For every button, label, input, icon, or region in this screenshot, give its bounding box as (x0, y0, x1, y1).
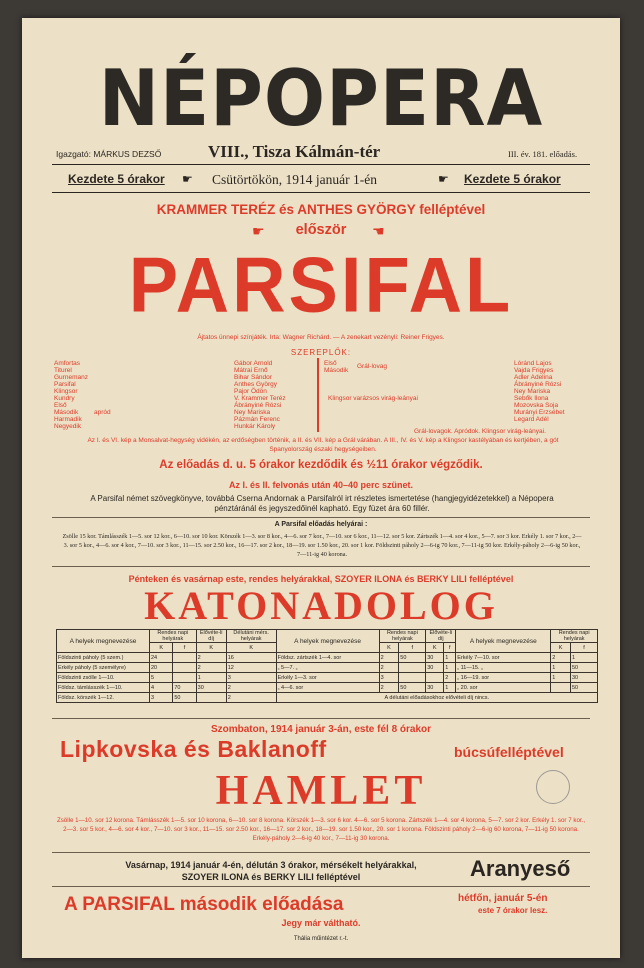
table-cell: 30 (426, 683, 444, 693)
arany-title: Aranyeső (470, 856, 571, 881)
second-title: A PARSIFAL második előadása (64, 894, 344, 915)
table-cell: 2 (444, 673, 456, 683)
parsifal-title: PARSIFAL (128, 240, 514, 329)
start-time-right: Kezdete 5 órakor (464, 172, 561, 186)
table-header-rendes: Rendes napi helyárak (150, 630, 197, 643)
table-row (57, 693, 598, 703)
issue-line: III. év. 181. előadás. (508, 149, 578, 159)
table-cell: Földszinti zsölle 1—10. (57, 673, 150, 683)
table-cell: 2 (226, 683, 276, 693)
cast-klingsor-label: Klingsor varázsos virág-leányai (328, 395, 418, 402)
table-header-eloveteli: Elővéte-li díj (196, 630, 226, 643)
cast-roles-left: Amfortas Titurel Gurnemanz Parsifal Klingsor Kundry Első Második Harmadik Negyedik (54, 360, 88, 430)
f-label: f (399, 643, 426, 653)
date-line: Csütörtökön, 1914 január 1-én (212, 172, 377, 187)
table-cell: 1 (196, 673, 226, 683)
k-label: K (426, 643, 444, 653)
table-cell (399, 673, 426, 683)
start-time-left: Kezdete 5 órakor (68, 172, 165, 186)
address-line: VIII., Tisza Kálmán-tér (208, 142, 381, 161)
k-label: K (150, 643, 173, 653)
table-cell (399, 663, 426, 673)
hand-icon-red-right: ☛ (372, 223, 385, 239)
table-row (57, 683, 598, 693)
table-cell: 20 (150, 663, 173, 673)
poster (22, 18, 620, 958)
header-rule (52, 164, 590, 165)
f-label: f (570, 643, 597, 653)
table-cell: 2 (226, 693, 276, 703)
table-header-place-2: A helyek megnevezése (276, 630, 379, 653)
table-cell: 50 (399, 683, 426, 693)
table-cell: Erkély 1—3. sor (276, 673, 379, 683)
hand-icon-left: ☛ (182, 172, 193, 186)
cast-divider (317, 358, 319, 432)
second-rule (52, 886, 590, 887)
cast-footer: Grál-lovagok. Apródok. Klingsor virág-leányai. (414, 428, 546, 435)
first-label: először (295, 222, 347, 238)
table-cell: 1 (551, 663, 571, 673)
table-cell: 30 (570, 673, 597, 683)
library-stamp (536, 770, 570, 804)
prices-rule (52, 517, 590, 518)
table-cell: 4 (150, 683, 173, 693)
cast-roles-right: Első Második (324, 360, 349, 374)
second-when-1: hétfőn, január 5-én (458, 893, 548, 904)
table-cell: 30 (196, 683, 226, 693)
table-cell: „ 5—7. „ (276, 663, 379, 673)
table-cell: 50 (570, 683, 597, 693)
table-cell: 1 (570, 653, 597, 663)
timing-line: Az előadás d. u. 5 órakor kezdődik és ½11 órakor végződik. (159, 459, 483, 471)
table-header-delutani: Délutáni mérs. helyárak (226, 630, 276, 643)
table-cell: 2 (379, 653, 399, 663)
libretto-text: A Parsifal német szövegkönyve, továbbá Cserna Andornak a Parsifalról irt részletes ismertetése (hangjegyidézetekkel) a Népopera pénztáránál és jegyszedőinél kapható. Egy füzet ára 60 fillér. (90, 494, 554, 513)
table-cell: 30 (426, 653, 444, 663)
table-cell: Erkély páholy (5 személyre) (57, 663, 150, 673)
table-cell: 50 (399, 653, 426, 663)
hand-icon-right: ☛ (438, 172, 449, 186)
table-cell: Földszinti páholy (5 szem.) (57, 653, 150, 663)
table-header-rendes-2: Rendes napi helyárak (379, 630, 426, 643)
table-header-place: A helyek megnevezése (57, 630, 150, 653)
table-cell: 5 (150, 673, 173, 683)
cast-apród-label: apród (94, 409, 111, 416)
hamlet-names: Lipkovska és Baklanoff (60, 736, 327, 762)
katona-feat: Pénteken és vasárnap este, rendes helyárakkal, SZOYER ILONA és BERKY LILI felléptével (128, 574, 514, 584)
break-line: Az I. és II. felvonás után 40–40 perc szünet. (228, 480, 414, 490)
scenes-text: Az I. és VI. kép a Monsalvat-hegység vidékén, az erdőségben történik, a II. és VII. kép a Grál várában. A III., IV. és V. kép a Klingsor kastélyában és kertjében, a gót Spanyolország északi hegységeiben. (87, 437, 559, 453)
table-cell: 3 (226, 673, 276, 683)
table-row (57, 673, 598, 683)
table-cell: 2 (551, 653, 571, 663)
table-header-eloveteli-2: Elővéte-li díj (426, 630, 456, 643)
theatre-title: NÉPOPERA (98, 52, 544, 144)
table-cell: „ 4—6. sor (276, 683, 379, 693)
hamlet-prices: Zsölle 1—10. sor 12 korona. Támlásszék 1—5. sor 10 korona, 6—10. sor 8 korona. Körszék 1—3. sor 6 kor. 4—6. sor 5 korona. Zártszék 1—4. sor 4 korona, 5—7. sor 2 kor. Erkély 1. sor 7 kor., 2—3. sor 5 kor., 4—6. sor 4 kor., 7—10. sor 3 kor., 11—15. sor 2.50 kor., 16—17. sor 2 kor., 18—19. sor 1.50 kor., 20. sor 1 korona. Földszinti páholy 2—6-ig 60 korona, 7—11-ig 50 korona. Erkély-páholy 2—6-ig 40 kor., 7—11-ig 30 korona. (56, 817, 586, 842)
director-line: Igazgató: MÁRKUS DEZSŐ (56, 149, 162, 159)
k-label: K (196, 643, 226, 653)
parsifal-prices-title: A Parsifal előadás helyárai : (274, 521, 368, 528)
table-cell: „ 11—15. „ (456, 663, 551, 673)
table-header-place-3: A helyek megnevezése (456, 630, 551, 653)
table-cell: 16 (226, 653, 276, 663)
table-cell: „ 16—19. sor (456, 673, 551, 683)
table-cell (551, 683, 571, 693)
parsifal-prices: Zsölle 15 kor. Támlásszék 1—5. sor 12 kor., 6—10. sor 10 kor. Körszék 1—3. sor 8 kor., 4—6. sor 7 kor., 7—10. sor 6 kor., 11—12. sor 5 kor. Zártszék 1—4. sor 4 kor., 5—7. sor 3 kor. Erkély 1. sor 7 kor., 2—3. sor 5 kor., 4—6. sor 4 kor., 7—10. sor 3 kor., 11—15. sor 2.50 kor., 16—17. sor 2 kor., 18—19. sor 1.50 kor., 20. sor 1 kor. Földszinti páholy 2—6-ig 70 kor., 7—11-ig 50 kor. Erkély-páholy 2—6-ig 50 kor., 7—11-ig 40 korona. (62, 533, 582, 558)
second-when-2: este 7 órakor lesz. (478, 906, 548, 915)
table-cell: 50 (570, 663, 597, 673)
cast-header: SZEREPLŐK: (290, 348, 352, 357)
table-cell: Földsz. körszék 1—12. (57, 693, 150, 703)
arany-line2: SZOYER ILONA és BERKY LILI felléptével (181, 872, 361, 882)
hamlet-title: HAMLET (215, 768, 427, 814)
table-cell: 3 (150, 693, 173, 703)
table-note: A délutáni előadásokhoz elővételi díj nincs. (276, 693, 597, 703)
table-cell: 70 (173, 683, 196, 693)
table-cell: Földsz. zártszék 1—4. sor (276, 653, 379, 663)
f-label: f (173, 643, 196, 653)
table-row (57, 663, 598, 673)
table-cell (426, 673, 444, 683)
katona-title: KATONADOLOG (144, 583, 498, 628)
table-cell: Földsz. támlásszék 1—10. (57, 683, 150, 693)
table-cell: 1 (444, 683, 456, 693)
table-cell: 30 (426, 663, 444, 673)
table-cell: 1 (551, 673, 571, 683)
table-header-row (57, 630, 598, 643)
k-label: K (379, 643, 399, 653)
table-cell: 50 (173, 693, 196, 703)
seat-price-table (56, 629, 598, 703)
cast-names-right: Lóránd Lajos Vajda Frigyes Adler Adelina Ábrányiné Rózsi Ney Mariska Sebők Ilona Mozovska Soja Murányi Erzsébet Legard Adél (514, 360, 565, 423)
table-cell: 2 (379, 663, 399, 673)
k-label: K (226, 643, 276, 653)
cast-gral-label: Grál-lovag (357, 363, 387, 370)
start-rule (52, 192, 590, 193)
katona-rule (52, 566, 590, 567)
table-cell: 2 (196, 663, 226, 673)
table-cell: „ 20. sor (456, 683, 551, 693)
f-label: f (444, 643, 456, 653)
ticket-line: Jegy már váltható. (281, 918, 361, 928)
hamlet-date: Szombaton, 1914 január 3-án, este fél 8 órakor (210, 724, 432, 735)
table-cell: 1 (444, 653, 456, 663)
printer-line: Thália műintézet r.-t. (293, 936, 349, 942)
hamlet-rule (52, 718, 590, 719)
table-header-rendes-3: Rendes napi helyárak (551, 630, 598, 643)
k-label: K (551, 643, 571, 653)
hamlet-feat: búcsúfelléptével (454, 744, 564, 760)
arany-rule (52, 852, 590, 853)
table-cell: 3 (379, 673, 399, 683)
cast-names-left: Gábor Arnold Mátrai Ernő Bihar Sándor Anthes György Pajor Ödön V. Krammer Teréz Ábrányiné Rózsi Ney Mariska Pázmán Ferenc Hunkár Károly (234, 360, 286, 430)
table-cell: 1 (444, 663, 456, 673)
table-row (57, 653, 598, 663)
table-cell: 24 (150, 653, 173, 663)
parsifal-feat: KRAMMER TERÉZ és ANTHES GYÖRGY felléptével (156, 202, 486, 217)
parsifal-subtitle: Ájtatos ünnepi színjáték. Irta: Wagner Richárd. — A zenekart vezényli: Reiner Frigyes. (197, 334, 445, 341)
hand-icon-red-left: ☛ (252, 223, 265, 239)
table-cell: 2 (379, 683, 399, 693)
arany-line1: Vasárnap, 1914 január 4-én, délután 3 órakor, mérsékelt helyárakkal, (125, 860, 417, 870)
table-cell: 2 (196, 653, 226, 663)
table-cell: Erkély 7—10. sor (456, 653, 551, 663)
table-cell: 12 (226, 663, 276, 673)
